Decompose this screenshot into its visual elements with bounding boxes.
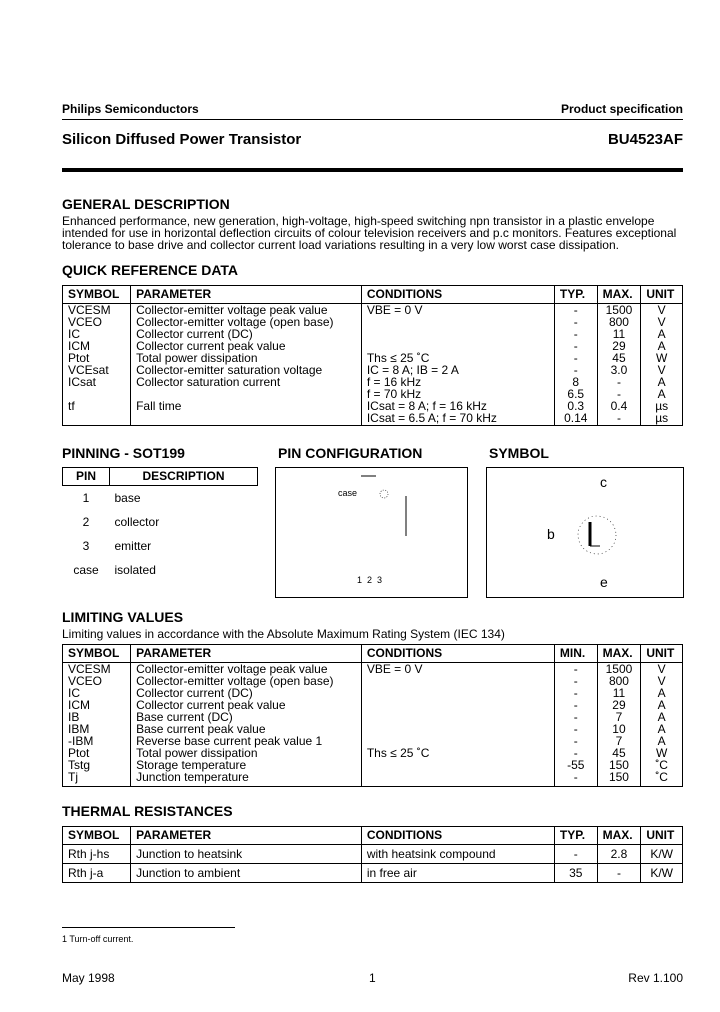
pin-description: isolated [114,563,156,577]
thermal-resistances-heading: THERMAL RESISTANCES [62,803,233,819]
limiting-values-intro: Limiting values in accordance with the Absolute Maximum Rating System (IEC 134) [62,627,505,641]
table-header-row [63,827,683,845]
thermal-typ: 35 [554,864,597,883]
footer-date: May 1998 [62,971,115,985]
pin-configuration-heading: PIN CONFIGURATION [278,445,423,461]
table-header-row [63,645,683,663]
col-description: DESCRIPTION [110,468,258,486]
symbol-box [486,467,684,598]
thermal-symbol: Rth j-a [63,864,131,883]
typ-column: - - - - - - 8 6.5 0.3 0.14 [554,304,597,426]
thermal-typ: - [554,845,597,864]
max-column: 1500 800 11 29 7 10 7 45 150 150 [597,663,641,787]
footnote-rule [62,927,235,928]
col-max: MAX. [597,827,641,845]
header-rule [62,119,683,120]
col-conditions: CONDITIONS [361,645,554,663]
thermal-parameter: Junction to ambient [131,864,362,883]
document-title: Silicon Diffused Power Transistor [62,131,302,148]
collector-label: c [600,474,607,490]
table-row [63,845,683,864]
thermal-conditions: with heatsink compound [361,845,554,864]
quick-reference-table [62,285,683,426]
table-row [63,510,258,534]
symbol-column: VCESM VCEO IC ICM Ptot VCEsat ICsat tf [63,304,131,426]
footer-page: 1 [369,971,376,985]
col-parameter: PARAMETER [131,827,362,845]
col-typ: TYP. [554,827,597,845]
col-conditions: CONDITIONS [361,827,554,845]
conditions-column: VBE = 0 V Ths ≤ 25 ˚C [361,663,554,787]
table-row [63,304,683,426]
pinning-table [62,467,258,582]
limiting-values-table [62,644,683,787]
col-parameter: PARAMETER [131,645,362,663]
thermal-unit: K/W [641,864,683,883]
transistor-symbol-icon [572,510,622,560]
unit-column: V V A A A A A W ˚C ˚C [641,663,683,787]
col-typ: TYP. [554,286,597,304]
thermal-parameter: Junction to heatsink [131,845,362,864]
table-row [63,534,258,558]
parameter-column: Collector-emitter voltage peak value Collector-emitter voltage (open base) Collector current (DC) Collector current peak value Total power dissipation Collector-emitter saturation voltage Collector saturation current Fall time [131,304,362,426]
thermal-max: 2.8 [597,845,641,864]
pin-numbers: 1 2 3 [357,575,383,585]
col-symbol: SYMBOL [63,286,131,304]
company-name: Philips Semiconductors [62,102,199,116]
conditions-column: VBE = 0 V Ths ≤ 25 ˚C IC = 8 A; IB = 2 A f = 16 kHz f = 70 kHz ICsat = 8 A; f = 16 kHz ICsat = 6.5 A; f = 70 kHz [361,304,554,426]
thermal-unit: K/W [641,845,683,864]
case-label: case [338,488,358,498]
thermal-resistances-table [62,826,683,883]
col-pin: PIN [63,468,110,486]
col-parameter: PARAMETER [131,286,362,304]
parameter-column: Collector-emitter voltage peak value Collector-emitter voltage (open base) Collector current (DC) Collector current peak value Base current (DC) Base current peak value Reverse base current peak value 1 Total power dissipation Storage temperature Junction temperature [131,663,362,787]
pin-description: emitter [114,539,152,553]
pin-number: 2 [82,515,90,529]
symbol-heading: SYMBOL [489,445,549,461]
col-unit: UNIT [641,827,683,845]
general-description-text: Enhanced performance, new generation, high-voltage, high-speed switching npn transistor in a plastic envelope intended for use in horizontal deflection circuits of colour television receivers and p.c monitors. Features exceptional tolerance to base drive and collector current load variations resulting in a very low worst case dissipation. [62,214,677,252]
emitter-label: e [600,574,608,590]
col-max: MAX. [597,645,641,663]
thermal-max: - [597,864,641,883]
limiting-values-heading: LIMITING VALUES [62,609,184,625]
footnote: 1 Turn-off current. [62,934,134,944]
document-type: Product specification [560,102,683,116]
pinning-heading: PINNING - SOT199 [62,445,185,461]
pin-number: 3 [82,539,90,553]
col-symbol: SYMBOL [63,645,131,663]
thermal-conditions: in free air [361,864,554,883]
table-row [63,864,683,883]
table-header-row [63,468,258,486]
col-max: MAX. [597,286,641,304]
table-header-row [63,286,683,304]
thermal-symbol: Rth j-hs [63,845,131,864]
base-label: b [547,526,555,542]
pin-description: base [114,491,141,505]
quick-reference-heading: QUICK REFERENCE DATA [62,262,239,278]
title-rule [62,168,683,172]
table-row [63,486,258,511]
min-column: - - - - - - - - -55 - [554,663,597,787]
footer-revision: Rev 1.100 [628,971,683,985]
col-unit: UNIT [641,645,683,663]
col-symbol: SYMBOL [63,827,131,845]
table-row [63,558,258,582]
symbol-column: VCESM VCEO IC ICM IB IBM -IBM Ptot Tstg Tj [63,663,131,787]
table-row [63,663,683,787]
col-conditions: CONDITIONS [361,286,554,304]
pin-number: case [73,563,99,577]
col-min: MIN. [554,645,597,663]
max-column: 1500 800 11 29 45 3.0 - - 0.4 - [597,304,641,426]
pin-configuration-box [275,467,468,598]
unit-column: V V A A W V A A µs µs [641,304,683,426]
pin-number: 1 [82,491,90,505]
part-number: BU4523AF [607,131,683,148]
pin-description: collector [114,515,160,529]
general-description-heading: GENERAL DESCRIPTION [62,196,230,212]
col-unit: UNIT [641,286,683,304]
